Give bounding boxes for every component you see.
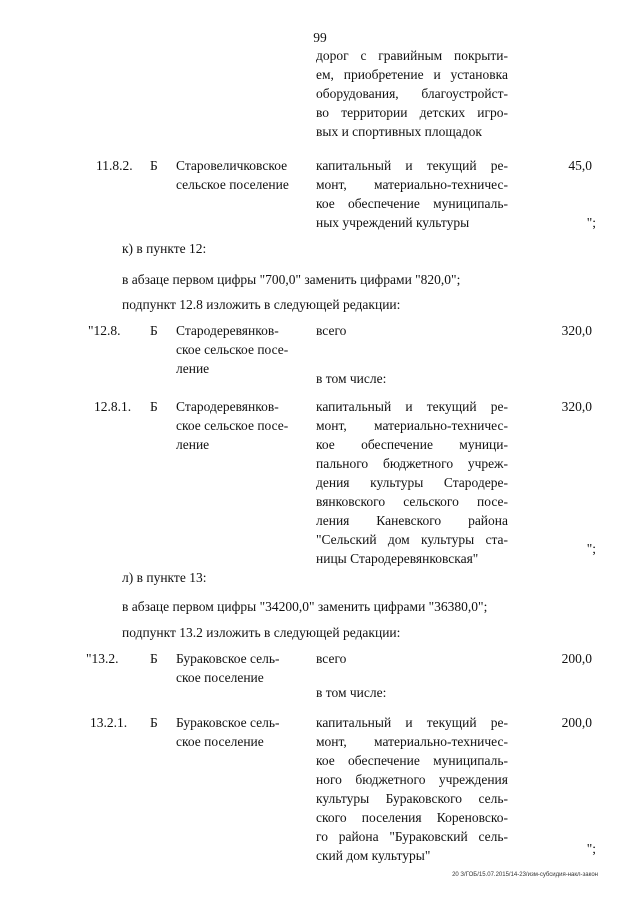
text-line: вянковского сельского посе- [316,494,508,509]
text-line: ного бюджетного учреждения [316,772,508,787]
amendment-paragraph: в абзаце первом цифры "34200,0" заменить цифрами "36380,0"; [122,599,488,614]
row-number: 13.2.1. [90,715,128,730]
org-line: Стародеревянков- [176,323,279,338]
closing-quote: "; [586,841,596,856]
org-line: Бураковское сель- [176,651,280,666]
text-line: "Сельский дом культуры ста- [316,532,508,547]
row-letter: Б [150,651,158,666]
row-description [316,713,508,865]
text-line: капитальный и текущий ре- [316,158,508,173]
text-line: ем, приобретение и установка [316,67,508,82]
text-line: ский дом культуры" [316,848,431,863]
org-line: Старовеличковское [176,158,288,173]
text-line: капитальный и текущий ре- [316,399,508,414]
org-line: Бураковское сель- [176,715,280,730]
closing-quote: "; [586,541,596,556]
row-number: 12.8.1. [94,399,132,414]
org-line: сельское поселение [176,177,289,192]
text-line: дения культуры Стародере- [316,475,508,490]
org-line: Стародеревянков- [176,399,279,414]
text-line: капитальный и текущий ре- [316,715,508,730]
row-organization [176,397,316,454]
org-line: ское сельское посе- [176,342,289,357]
continuation-text [316,46,508,141]
row-number: "13.2. [86,651,119,666]
row-letter: Б [150,158,158,173]
row-number: "12.8. [88,323,121,338]
including-label: в том числе: [316,685,387,700]
org-line: ское сельское посе- [176,418,289,433]
row-amount: 200,0 [561,651,592,666]
row-amount: 45,0 [568,158,592,173]
row-description: всего [316,651,347,666]
text-line: дорог с гравийным покрыти- [316,48,508,63]
row-amount: 320,0 [561,399,592,414]
footer-filename: 20 З/ГОБ/15.07.2015/14-23/изм-субсидия-накл-закон [452,872,598,878]
text-line: во территории детских игро- [316,105,508,120]
row-description: всего [316,323,347,338]
row-letter: Б [150,715,158,730]
text-line: культуры Бураковского сель- [316,791,508,806]
row-organization [176,649,316,687]
text-line: вых и спортивных площадок [316,124,482,139]
row-number: 11.8.2. [96,158,133,173]
text-line: монт, материально-техничес- [316,177,508,192]
org-line: ское поселение [176,734,264,749]
text-line: монт, материально-техничес- [316,734,508,749]
row-organization [176,156,316,194]
closing-quote: "; [586,215,596,230]
text-line: кое обеспечение муниципаль- [316,196,508,211]
row-amount: 320,0 [561,323,592,338]
text-line: пального бюджетного учреж- [316,456,508,471]
including-label: в том числе: [316,371,387,386]
amendment-paragraph: подпункт 12.8 изложить в следующей редакции: [122,297,401,312]
text-line: кое обеспечение муници- [316,437,508,452]
org-line: ление [176,437,210,452]
row-description [316,156,508,232]
text-line: монт, материально-техничес- [316,418,508,433]
text-line: оборудования, благоустройст- [316,86,508,101]
org-line: ское поселение [176,670,264,685]
amendment-paragraph: подпункт 13.2 изложить в следующей редакции: [122,625,401,640]
text-line: ского поселения Кореновско- [316,810,508,825]
text-line: го района "Бураковский сель- [316,829,508,844]
text-line: ных учреждений культуры [316,215,470,230]
row-organization [176,713,316,751]
amendment-item: л) в пункте 13: [122,570,207,585]
amendment-paragraph: в абзаце первом цифры "700,0" заменить цифрами "820,0"; [122,272,461,287]
text-line: ления Каневского района [316,513,508,528]
text-line: кое обеспечение муниципаль- [316,753,508,768]
page-number: 99 [313,30,327,45]
row-letter: Б [150,323,158,338]
row-organization [176,321,316,378]
text-line: ницы Стародеревянковская" [316,551,479,566]
org-line: ление [176,361,210,376]
row-amount: 200,0 [561,715,592,730]
row-letter: Б [150,399,158,414]
row-description [316,397,508,568]
amendment-item: к) в пункте 12: [122,241,207,256]
